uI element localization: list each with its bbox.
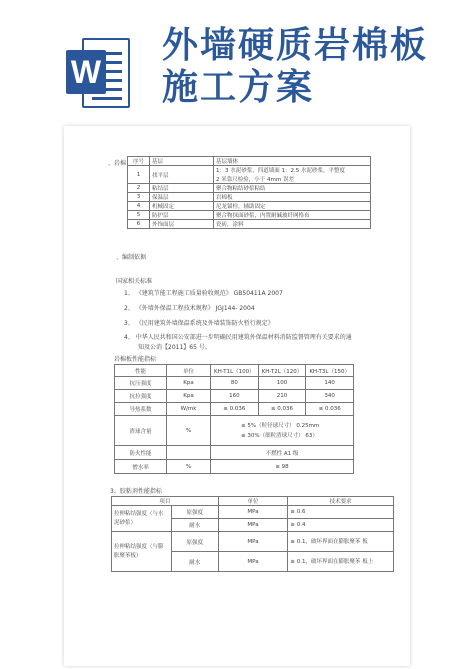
table-cell: MPa: [218, 506, 288, 519]
table-header-cell: KH-T3L（150）: [306, 365, 354, 377]
table-cell: 外饰面层: [150, 220, 214, 229]
table-row: [112, 506, 394, 519]
table-header-cell: KH-T1L（100）: [211, 365, 259, 377]
table-row: [128, 202, 371, 211]
adhesive-performance-table: [111, 496, 394, 572]
table-row: [128, 220, 371, 229]
table-row: [115, 390, 354, 403]
table-cell: 耐水: [171, 519, 218, 532]
table-cell: 160: [211, 390, 259, 403]
table-cell: 找平层: [150, 166, 214, 184]
table-row: [115, 377, 354, 390]
slag-value-line: ≤ 5%（粒径球尺寸） 0.25mm: [241, 422, 320, 429]
table-row: [128, 193, 371, 202]
table-cell: ≤ 0.036: [258, 403, 306, 416]
section-2-label: 、编制依据: [116, 254, 147, 261]
table-cell: 导热系数: [115, 403, 167, 416]
table-cell: 机械固定: [150, 202, 214, 211]
document-header: [0, 0, 474, 118]
word-badge: W: [66, 50, 106, 94]
table-header-cell: 基层: [150, 157, 214, 166]
table-cell: Kpa: [167, 390, 211, 403]
table-cell: 聚合物抹面砂浆，内置耐碱玻纤网格布: [214, 211, 371, 220]
table-cell: ≥ 0.6: [288, 506, 394, 519]
table-cell: 瓷砖，涂料: [214, 220, 371, 229]
table-cell: 渣球含量: [115, 416, 167, 446]
slag-value-line: ≤ 30%（细粒渣球尺寸） 63）: [241, 432, 318, 439]
standard-item: 知及公消【2011】65 号。: [138, 344, 211, 351]
table-header-cell: 单位: [167, 365, 211, 377]
table-cell: 拉伸粘结强度（与膨胀聚苯板）: [112, 532, 172, 572]
table-cell: ≥ 0.4: [288, 519, 394, 532]
table-cell: 抗拉强度: [115, 390, 167, 403]
table-cell: ≥ 98: [211, 460, 354, 474]
standard-item: 3、 《民用建筑外墙保温系统及外墙装饰防火暂行规定》: [124, 320, 274, 327]
table-cell: ≥ 0.1，破坏界面在膨胀聚苯 板上: [288, 552, 394, 572]
table-cell: 粘结层: [150, 184, 214, 193]
table-header-row: [112, 497, 394, 506]
table-header-cell: 序号: [128, 157, 150, 166]
table-cell: 1：3 水泥砂浆，四道墙面 1：2.5 水泥砂浆，平整度: [214, 166, 371, 175]
section-3-label: 3、胶粘剂性能指标: [110, 488, 162, 495]
table-cell: 拉伸粘结强度（与水泥砂浆）: [112, 506, 172, 532]
table-header-cell: KH-T2L（120）: [258, 365, 306, 377]
table-row: [112, 532, 394, 552]
table-row: [115, 403, 354, 416]
table-header-cell: 技术要求: [288, 497, 394, 506]
table-cell: ≤ 0.036: [306, 403, 354, 416]
table-cell: 不燃性 A1 级: [211, 446, 354, 460]
table-row: [115, 460, 354, 474]
table-cell: 原强度: [171, 506, 218, 519]
document-page: [64, 126, 410, 666]
table-cell: ≤ 0.036: [211, 403, 259, 416]
table-cell: 1: [128, 166, 150, 184]
table-cell: 210: [258, 390, 306, 403]
table-cell: MPa: [218, 552, 288, 572]
performance-heading: 岩棉板性能指标: [114, 356, 157, 363]
standards-heading: 国家相关标准: [116, 278, 153, 285]
table-cell: ≥ 0.1，破坏界面在膨胀聚苯 板: [288, 532, 394, 552]
table-cell: 5: [128, 211, 150, 220]
rockwool-performance-table: [114, 364, 354, 474]
table-row: [128, 184, 371, 193]
section-1-label: 、岩棉: [108, 160, 127, 167]
table-cell: W/mk: [167, 403, 211, 416]
table-cell: 140: [306, 377, 354, 390]
table-cell: 4: [128, 202, 150, 211]
table-cell: 抗压强度: [115, 377, 167, 390]
table-header-cell: 基层墙体: [214, 157, 371, 166]
table-cell: 100: [258, 377, 306, 390]
table-cell: 340: [306, 390, 354, 403]
standard-item: 2、 《外墙外保温工程技术规程》 JGJ144- 2004: [124, 305, 255, 312]
table-row: [128, 166, 371, 175]
table-cell: 尼龙锚栓，辅助固定: [214, 202, 371, 211]
table-header-row: [128, 157, 371, 166]
table-cell: 耐水: [171, 552, 218, 572]
table-cell: 憎水率: [115, 460, 167, 474]
standard-item: 1、 《建筑节能工程施工质量验收规范》 GB50411A 2007: [124, 290, 283, 297]
table-cell: MPa: [218, 519, 288, 532]
table-cell: 2: [128, 184, 150, 193]
table-header-row: [115, 365, 354, 377]
table-cell: 原强度: [171, 532, 218, 552]
table-cell: 80: [211, 377, 259, 390]
table-cell: 保温层: [150, 193, 214, 202]
document-title: 外墙硬质岩棉板施工方案: [162, 24, 429, 108]
table-cell: 3: [128, 193, 150, 202]
table-cell: 2 米靠尺检验，小于 4mm 误差: [214, 175, 371, 184]
table-header-cell: 性能: [115, 365, 167, 377]
wall-system-table: [127, 156, 371, 229]
table-cell: 岩棉板: [214, 193, 371, 202]
word-icon: [66, 38, 130, 108]
table-cell: %: [167, 460, 211, 474]
table-header-cell: 单位: [218, 497, 288, 506]
table-cell: 防火性能: [115, 446, 167, 460]
table-cell: 6: [128, 220, 150, 229]
standard-item: 4、 中华人民共和国公安部进一步明确民用建筑外保温材料消防监督管理有关要求的通: [124, 334, 352, 341]
table-cell: MPa: [218, 532, 288, 552]
table-cell: 防护层: [150, 211, 214, 220]
table-cell: %: [167, 416, 211, 446]
table-cell: [167, 446, 211, 460]
table-cell: 聚合物粘结砂浆粘结: [214, 184, 371, 193]
table-row: [128, 211, 371, 220]
table-cell: [211, 416, 354, 446]
table-cell: Kpa: [167, 377, 211, 390]
table-header-cell: 项目: [112, 497, 219, 506]
table-row: [115, 416, 354, 446]
table-row: [115, 446, 354, 460]
